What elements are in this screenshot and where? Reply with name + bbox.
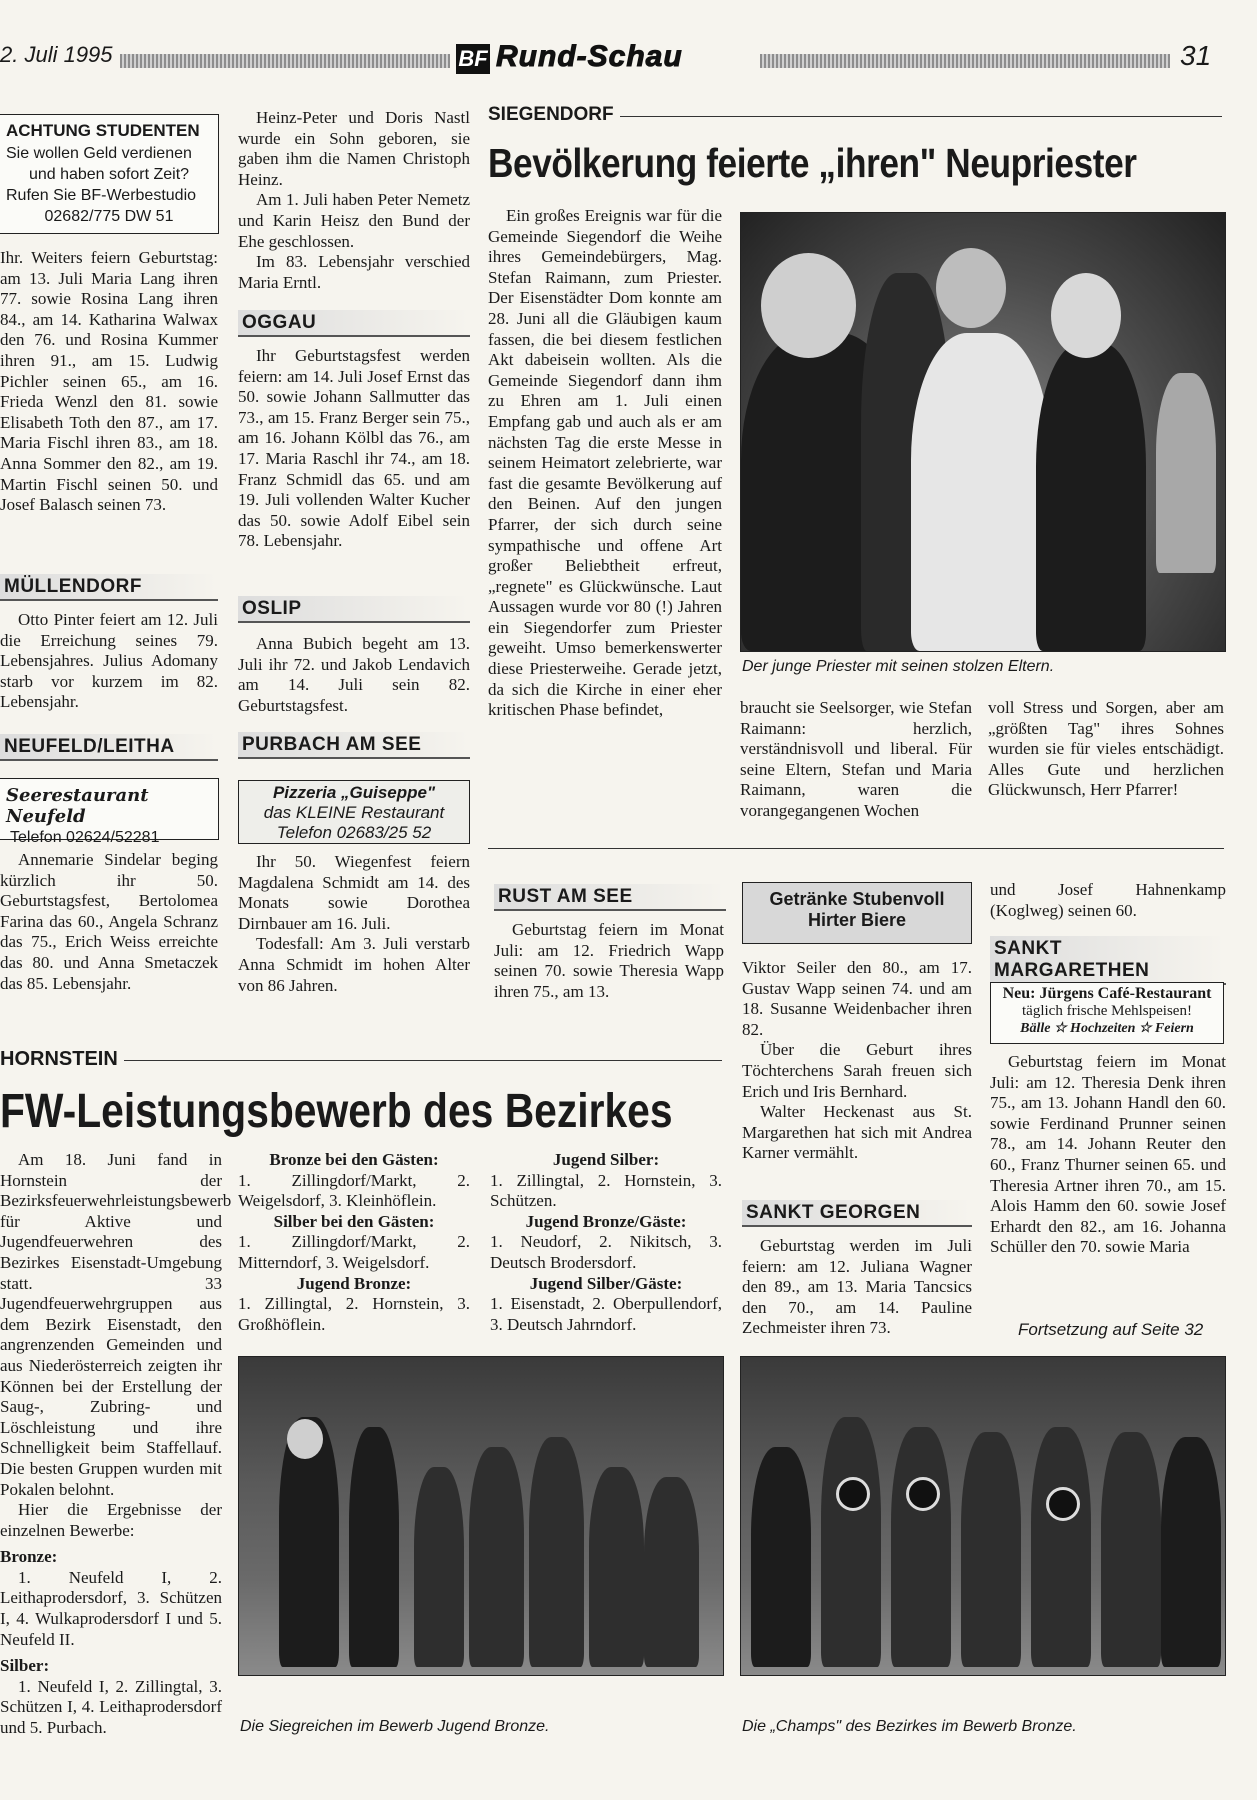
section-title: MÜLLENDORF: [0, 574, 218, 601]
youth-figure: [469, 1447, 524, 1667]
col2-p1: Heinz-Peter und Doris Nastl wurde ein Sohn geboren, sie gaben ihm die Namen Christoph Heinz.: [238, 108, 470, 189]
fireman-figure: [751, 1447, 811, 1667]
siegendorf-kicker: SIEGENDORF: [488, 104, 620, 125]
siegendorf-cont1-text: braucht sie Seelsorger, wie Stefan Raimann: herzlich, verständnisvoll und liberal. Für seine Eltern, Stefan und Maria Raimann, waren die vorangegangenen Wochen: [740, 698, 972, 820]
result-title: Jugend Silber:: [552, 1150, 660, 1169]
siegendorf-headline: Bevölkerung feierte „ihren" Neupriester: [488, 140, 1137, 186]
oggau-text: Ihr Geburtstagsfest werden feiern: am 14. Juli Josef Ernst das 50. sowie Johann Sallmutter das 73., am 15. Franz Berger sein 75., am 16. Johann Kölbl das 76., am 17. Maria Raschl ihr 74., am 18. Franz Schmidl das 65. und am 19. Juli vollenden Walter Kucher das 50. sowie Adolf Eibel sein 78. Lebensjahr.: [238, 346, 470, 551]
ad-pizzeria: [238, 780, 470, 844]
emblem-disc: [1046, 1487, 1080, 1521]
youth-figure: [644, 1477, 699, 1667]
father-face: [1051, 273, 1121, 358]
silber-title: Silber:: [0, 1656, 50, 1676]
result-text: 1. Neudorf, 2. Nikitsch, 3. Deutsch Brodersdorf.: [490, 1232, 722, 1272]
result-title: Jugend Bronze/Gäste:: [525, 1211, 687, 1231]
youth-figure: [589, 1467, 644, 1667]
ad-juergens-line1: Neu: Jürgens Café-Restaurant: [1002, 985, 1212, 1002]
col1-birthdays: [0, 248, 218, 516]
neufeld-body: [0, 850, 218, 994]
result-title: Jugend Bronze:: [296, 1273, 412, 1293]
section-sankt-georgen: [742, 1200, 972, 1227]
hornstein-intro-text: Am 18. Juni fand in Hornstein der Bezirksfeuerwehrleistungsbewerb für Aktive und Jugendfeuerwehren des Bezirkes Eisenstadt-Umgebung statt. 33 Jugendfeuerwehrgruppen aus dem Bezirk Eisenstadt, den angrenzenden Gemeinden und aus Niederösterreich zeigten ihr Können bei der Erstellung der Saug-, Zubring- und Löschleistung und ihre Schnelligkeit beim Staffellauf. Die besten Gruppen wurden mit Pokalen belohnt.: [0, 1150, 232, 1499]
section-oggau: [238, 310, 470, 337]
col-right-top: [990, 880, 1226, 921]
header-bar-right: [760, 54, 1170, 68]
siegendorf-cont2-text: voll Stress und Sorgen, aber am „größten Tag" ihres Sohnes wurden sie für vieles entschädigt. Alles Gute und herzlichen Glückwunsch, Herr Pfarrer!: [988, 698, 1224, 800]
purbach-body: [238, 852, 470, 996]
purbach-p1: Ihr 50. Wiegenfest feiern Magdalena Schmidt am 14. des Monats sowie Dorothea Dirnbauer am 16. Juli.: [238, 852, 470, 933]
ad-getraenke-line1: Getränke Stubenvoll: [769, 889, 945, 909]
emblem-disc: [906, 1477, 940, 1511]
section-title: NEUFELD/LEITHA: [0, 734, 218, 761]
rust-body: [494, 920, 724, 1002]
ad-seerestaurant-name: Seerestaurant Neufeld: [6, 785, 149, 827]
result-title: Bronze bei den Gästen:: [269, 1150, 439, 1169]
section-oslip: [238, 596, 470, 623]
official-face: [287, 1419, 323, 1459]
paper-title: Rund-Schau: [496, 40, 683, 73]
priest-robe: [911, 333, 1051, 651]
ad-getraenke: [742, 882, 972, 944]
purbach-p2: Todesfall: Am 3. Juli verstarb Anna Schmidt im hohen Alter von 86 Jahren.: [238, 934, 470, 995]
fire-brigade-photo-right: [740, 1356, 1226, 1676]
fireman-figure: [891, 1427, 951, 1667]
section-purbach: [238, 732, 470, 759]
page-header: [0, 40, 1257, 80]
ad-students-line: Sie wollen Geld verdienen: [6, 145, 192, 162]
sankt-margarethen-text: Geburtstag feiern im Monat Juli: am 12. Theresia Denk ihren 75., am 13. Johann Handl den 60. sowie Ferdinand Prunner seinen 78., am 14. Johann Reuter den 60., Franz Thurner seinen 65. und Theresia Artner ihren 70., am 15. Alois Hamm den 60. sowie Josef Erhardt den 82., am 16. Johanna Schüller den 70. sowie Maria: [990, 1052, 1226, 1257]
section-title: RUST AM SEE: [494, 884, 726, 911]
section-title: SANKT GEORGEN: [742, 1200, 972, 1227]
section-title: OSLIP: [238, 596, 470, 623]
ad-students-line: Rufen Sie BF-Werbestudio: [6, 187, 197, 204]
hornstein-results-right: [490, 1150, 722, 1335]
result-text: 1. Zillingdorf/Markt, 2. Mitterndorf, 3. Weigelsdorf.: [238, 1232, 470, 1272]
result-text: 1. Zillingtal, 2. Hornstein, 3. Schützen.: [490, 1170, 722, 1211]
caption-right-photo: Die „Champs" des Bezirkes im Bewerb Bronze.: [742, 1718, 1077, 1735]
sankt-margarethen-body: [990, 1052, 1226, 1258]
ad-students-line: und haben sofort Zeit?: [28, 166, 190, 183]
siegendorf-cont1: [740, 698, 972, 822]
siegendorf-bottom-rule: [488, 848, 1224, 849]
section-title: PURBACH AM SEE: [238, 732, 470, 759]
hornstein-intro2: Hier die Ergebnisse der einzelnen Bewerbe:: [0, 1500, 222, 1540]
sankt-georgen-body: [742, 1236, 972, 1339]
section-rust: [494, 884, 726, 911]
hornstein-kicker: HORNSTEIN: [0, 1048, 124, 1070]
ad-seerestaurant-phone: Telefon 02624/52281: [10, 829, 160, 846]
page-number: 31: [1180, 40, 1212, 71]
muellendorf-text: Otto Pinter feiert am 12. Juli die Erreichung seines 79. Lebensjahres. Julius Adomany starb vor kurzem im 82. Lebensjahr.: [0, 610, 218, 712]
fireman-figure: [1031, 1427, 1091, 1667]
youth-figure: [414, 1467, 464, 1667]
col-right-text: und Josef Hahnenkamp (Koglweg) seinen 60.: [990, 880, 1226, 920]
oggau-body: [238, 346, 470, 552]
bystander-figure: [1156, 373, 1216, 573]
rust-cont-p2: Über die Geburt ihres Töchterchens Sarah freuen sich Erich und Iris Bernhard.: [742, 1040, 972, 1101]
section-sankt-margarethen: [990, 936, 1226, 985]
section-neufeld: [0, 734, 218, 761]
sankt-georgen-text: Geburtstag werden im Juli feiern: am 12. Juliana Wagner den 89., am 13. Maria Tancsics den 70., am 14. Pauline Zechmeister ihren 73.: [742, 1236, 972, 1338]
col2-p2: Am 1. Juli haben Peter Nemetz und Karin Heisz den Bund der Ehe geschlossen.: [238, 190, 470, 251]
fire-brigade-photo-left: [238, 1356, 724, 1676]
silber-text: 1. Neufeld I, 2. Zillingtal, 3. Schützen I, 4. Leithaprodersdorf und 5. Purbach.: [0, 1676, 222, 1738]
result-text: 1. Zillingdorf/Markt, 2. Weigelsdorf, 3. Kleinhöflein.: [238, 1170, 470, 1211]
rust-cont-p1: Viktor Seiler den 80., am 17. Gustav Wapp seinen 74. und am 18. Susanne Weidenbacher ihren 82.: [742, 958, 972, 1039]
siegendorf-text: Ein großes Ereignis war für die Gemeinde Siegendorf die Weihe ihres Gemeindebürgers, Mag. Stefan Raimann, zum Priester. Der Eisenstädter Dom konnte am 28. Juni all die Gläubigen kaum fassen, die bei diesem festlichen Akt dabeisein wollten. Als die Gemeinde Siegendorf dann ihm zu Ehren am 1. Juli einen Empfang gab und auch als er am nächsten Tag die erste Messe in seinem Heimatort zelebrierte, war fast die gesamte Bevölkerung auf den Beinen. Auf den jungen Pfarrer, der sich durch seine sympathische und offene Art großer Beliebtheit erfreut, „regnete" es Glückwünsche. Laut Aussagen wurde vor 80 (!) Jahren ein Siegendorfer zum Priester geweiht. Umso bemerkenswerter diese Priesterweihe. Gerade jetzt, da sich die Kirche in einer eher kritischen Phase befindet,: [488, 206, 722, 720]
bf-logo-mark: BF: [458, 46, 488, 71]
rust-cont: [742, 958, 972, 1164]
col1-birthdays-text: Ihr. Weiters feiern Geburtstag: am 13. Juli Maria Lang ihren 77. sowie Rosina Lang ihren 84., am 14. Katharina Walwax den 76. und Rosina Kummer ihren 91., am 15. Ludwig Pichler seinen 65., am 16. Frieda Wenzl den 81. sowie Elisabeth Toth den 87., am 17. Maria Fischl ihren 83., am 18. Anna Sommer den 82., am 19. Martin Fischl seinen 50. und Josef Balasch seinen 73.: [0, 248, 218, 515]
header-bar-left: [120, 54, 450, 68]
fireman-figure: [1101, 1432, 1161, 1667]
result-title: Jugend Silber/Gäste:: [529, 1273, 683, 1293]
oslip-body: [238, 634, 470, 716]
ad-seerestaurant: [0, 778, 219, 846]
caption-left-photo: Die Siegreichen im Bewerb Jugend Bronze.: [240, 1718, 550, 1735]
hornstein-kicker-row: [0, 1048, 722, 1072]
youth-figure: [529, 1437, 584, 1667]
siegendorf-body: [488, 206, 722, 721]
fireman-figure: [821, 1417, 881, 1667]
ad-juergens: [990, 982, 1224, 1044]
col2-top: [238, 108, 470, 293]
priest-photo-caption: Der junge Priester mit seinen stolzen Eltern.: [742, 658, 1055, 675]
issue-date: 2. Juli 1995: [0, 42, 113, 67]
col2-p3: Im 83. Lebensjahr verschied Maria Erntl.: [238, 252, 470, 292]
continued-note: Fortsetzung auf Seite 32: [1018, 1320, 1204, 1339]
section-muellendorf: [0, 574, 218, 601]
hornstein-headline: FW-Leistungsbewerb des Bezirkes: [0, 1085, 673, 1138]
ad-students: [0, 114, 219, 234]
ad-pizzeria-line3: Telefon 02683/25 52: [276, 823, 432, 842]
ad-juergens-line2: täglich frische Mehlspeisen!: [1022, 1003, 1192, 1019]
ad-getraenke-line2: Hirter Biere: [807, 910, 907, 930]
bronze-title: Bronze:: [0, 1547, 58, 1567]
siegendorf-cont2: [988, 698, 1224, 801]
result-title: Silber bei den Gästen:: [273, 1211, 435, 1231]
ad-students-title: ACHTUNG STUDENTEN: [6, 121, 200, 140]
oslip-text: Anna Bubich begeht am 13. Juli ihr 72. und Jakob Lendavich am 14. Juli sein 82. Geburtstagsfest.: [238, 634, 470, 715]
emblem-disc: [836, 1477, 870, 1511]
rust-text: Geburtstag feiern im Monat Juli: am 12. Friedrich Wapp seinen 70. sowie Theresia Wapp ihren 75., am 13.: [494, 920, 724, 1001]
result-text: 1. Zillingtal, 2. Hornstein, 3. Großhöflein.: [238, 1294, 470, 1334]
bronze-text: 1. Neufeld I, 2. Leithaprodersdorf, 3. Schützen I, 4. Wulkaprodersdorf I und 5. Neufeld II.: [0, 1567, 222, 1649]
ad-juergens-line3: Bälle ☆ Hochzeiten ☆ Feiern: [1020, 1021, 1194, 1036]
rust-cont-p3: Walter Heckenast aus St. Margarethen hat sich mit Andrea Karner vermählt.: [742, 1102, 972, 1163]
fireman-figure: [1161, 1437, 1221, 1667]
hornstein-results-mid: [238, 1150, 470, 1335]
muellendorf-body: [0, 610, 218, 713]
bf-logo: [456, 44, 490, 74]
priest-photo: [740, 212, 1226, 652]
hornstein-intro: [0, 1150, 232, 1739]
official-figure: [349, 1427, 399, 1667]
neufeld-text: Annemarie Sindelar beging kürzlich ihr 50. Geburtstagsfest, Bertolomea Farina das 60., Angela Schranz das 75., Erich Weiss erreichte das 80. und Anna Smetaczek das 85. Lebensjahr.: [0, 850, 218, 993]
ad-pizzeria-line1: Pizzeria „Guiseppe": [272, 783, 436, 802]
mother-face: [761, 253, 856, 358]
priest-face: [936, 248, 1006, 328]
ad-students-line: 02682/775 DW 51: [44, 208, 174, 225]
result-text: 1. Eisenstadt, 2. Oberpullendorf, 3. Deutsch Jahrndorf.: [490, 1294, 722, 1334]
section-title: SANKT MARGARETHEN: [990, 936, 1226, 985]
fireman-figure: [961, 1432, 1021, 1667]
ad-pizzeria-line2: das KLEINE Restaurant: [263, 803, 445, 822]
siegendorf-kicker-row: [488, 104, 1222, 126]
father-figure: [1036, 343, 1146, 651]
section-title: OGGAU: [238, 310, 470, 337]
